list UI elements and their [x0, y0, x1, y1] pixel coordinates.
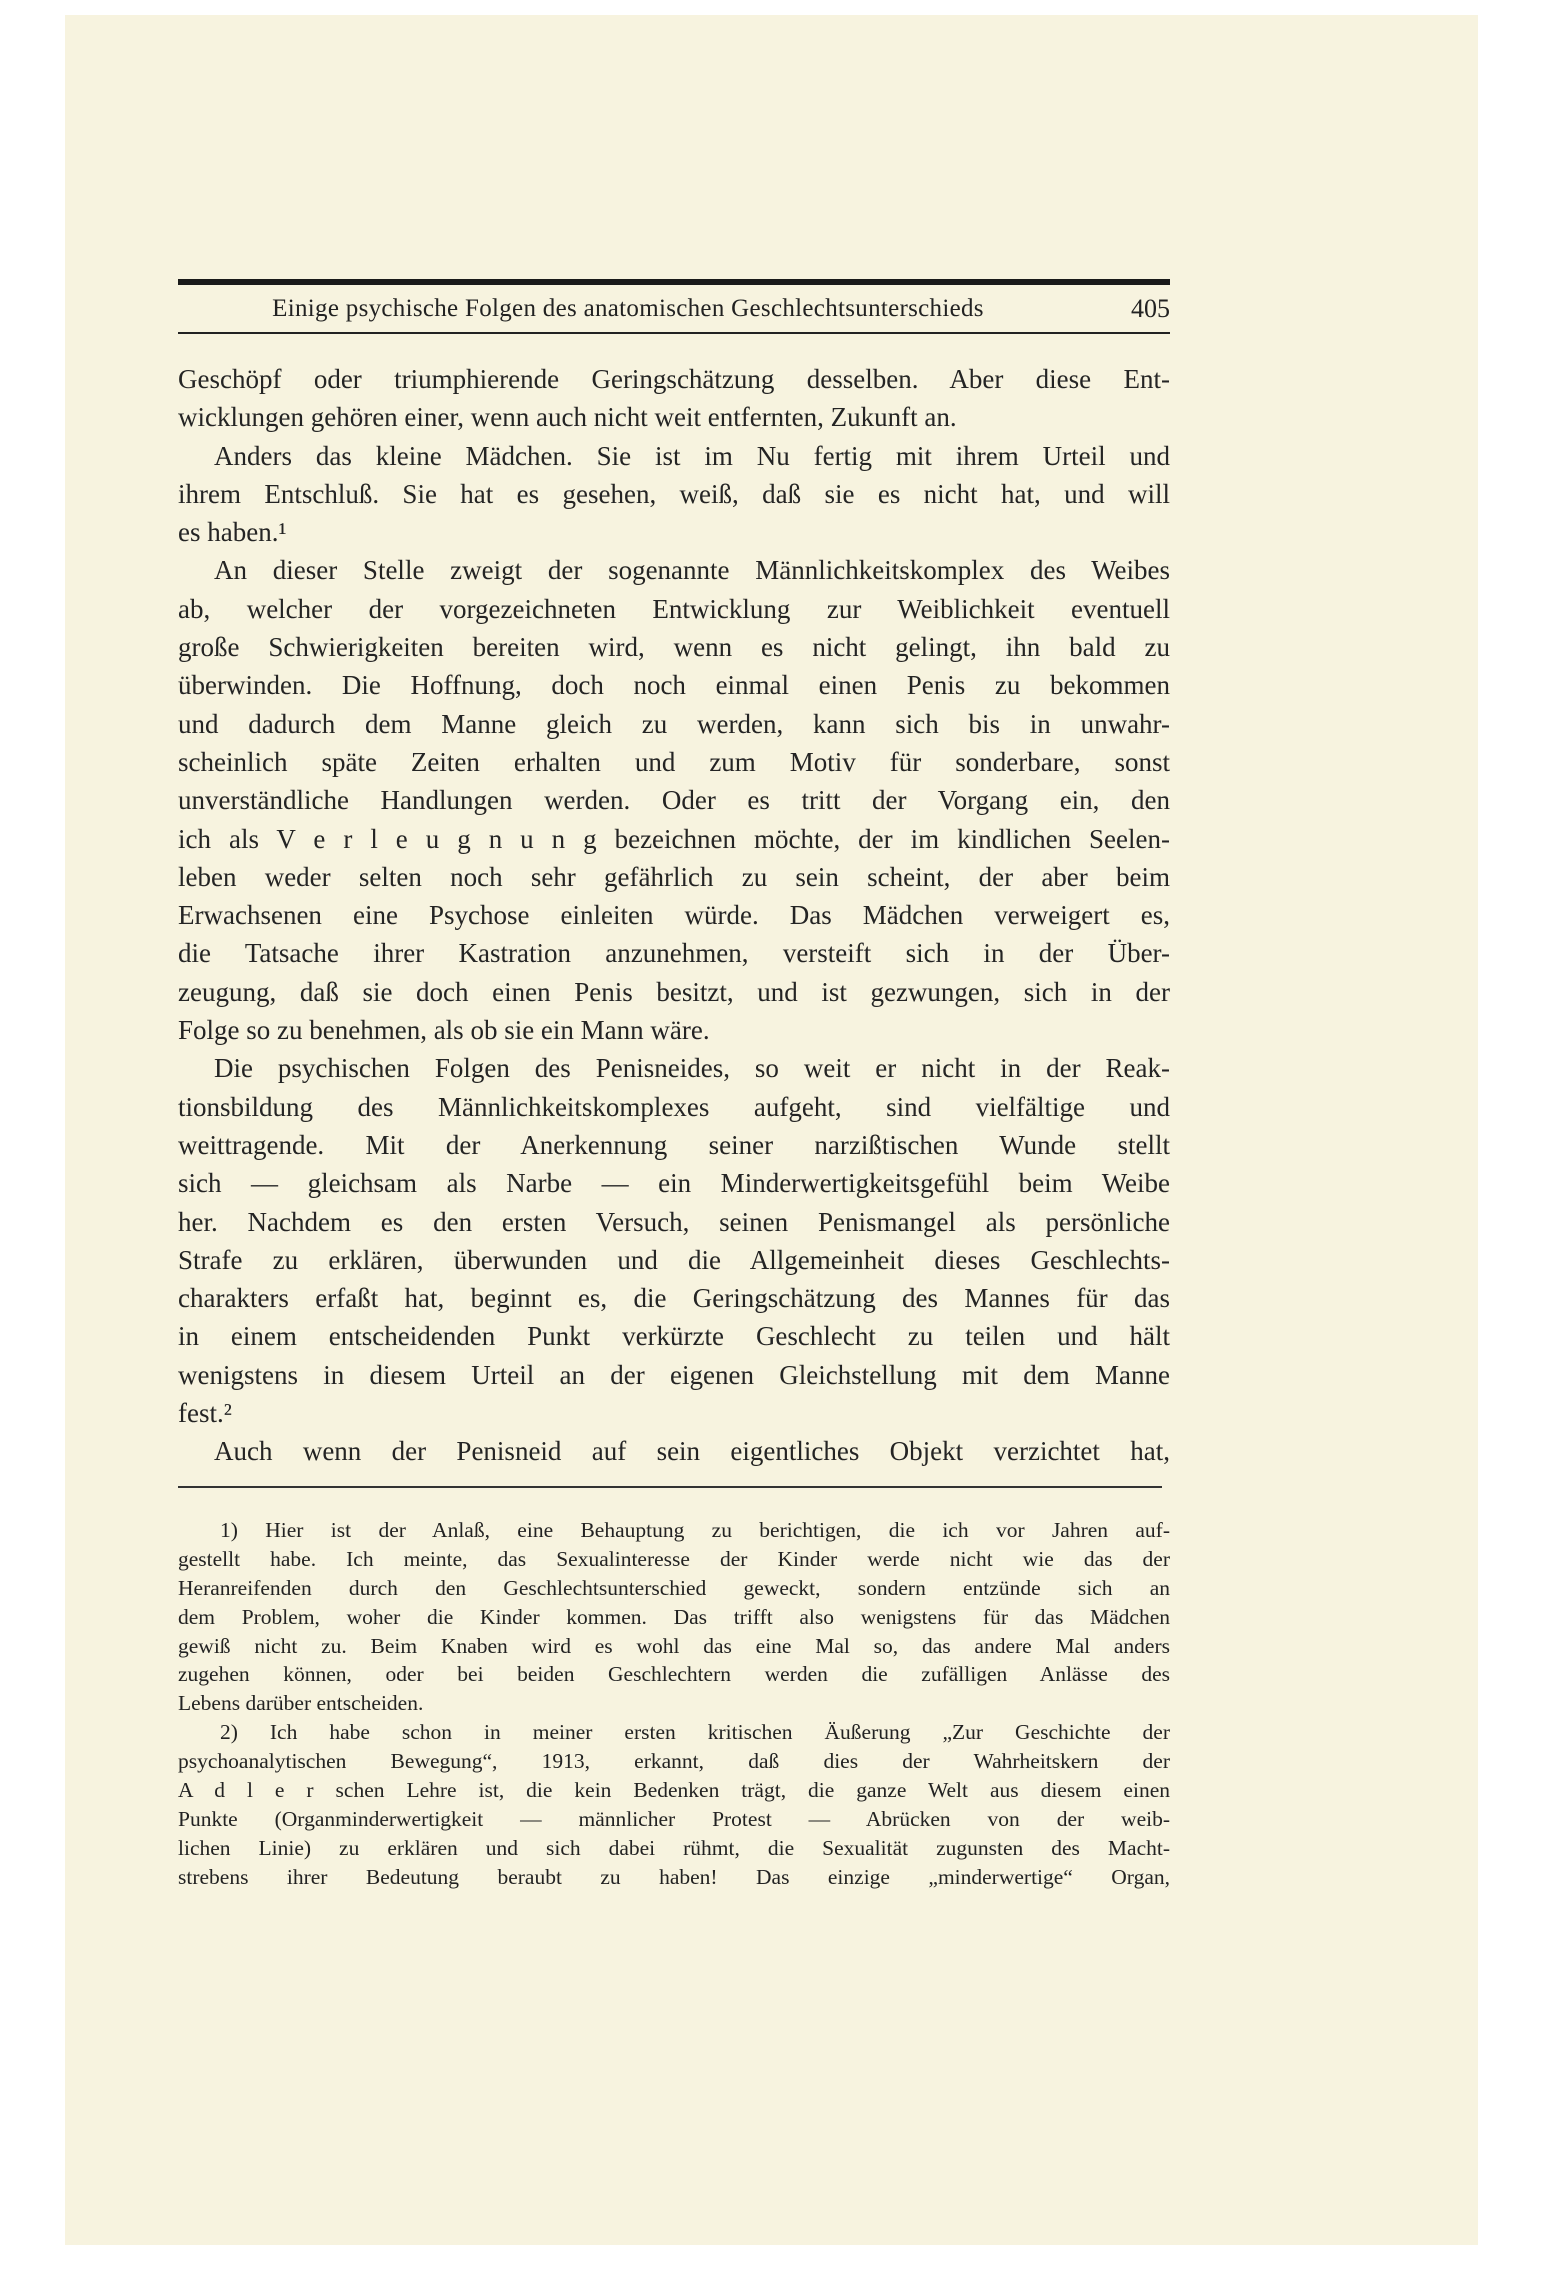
body-text-line: weittragende. Mit der Anerkennung seiner narzißtischen Wunde stellt [178, 1129, 1170, 1160]
header-rule-top [178, 279, 1170, 285]
body-text-line: unverständliche Handlungen werden. Oder es tritt der Vorgang ein, den [178, 785, 1170, 816]
footnote-line: Heranreifenden durch den Geschlechtsunterschied geweckt, sondern entzünde sich an [178, 1575, 1170, 1600]
body-text-line: in einem entscheidenden Punkt verkürzte Geschlecht zu teilen und hält [178, 1321, 1170, 1352]
footnote-line: 2) Ich habe schon in meiner ersten kritischen Äußerung „Zur Geschichte der [220, 1720, 1170, 1745]
body-text-line: scheinlich späte Zeiten erhalten und zum Motiv für sonderbare, sonst [178, 746, 1170, 777]
footnote-line: strebens ihrer Bedeutung beraubt zu haben! Das einzige „minderwertige“ Organ, [178, 1864, 1170, 1889]
footnotes [178, 1516, 1170, 1892]
body-text-line: große Schwierigkeiten bereiten wird, wenn es nicht gelingt, ihn bald zu [178, 632, 1170, 663]
page-number: 405 [1131, 294, 1170, 323]
footnote-line: dem Problem, woher die Kinder kommen. Das trifft also wenigstens für das Mädchen [178, 1604, 1170, 1629]
main-text [178, 360, 1170, 1471]
body-text-line: wicklungen gehören einer, wenn auch nicht weit entfernten, Zukunft an. [178, 402, 957, 433]
footnote-line: 1) Hier ist der Anlaß, eine Behauptung zu berichtigen, die ich vor Jahren auf- [220, 1518, 1170, 1542]
body-text-line: die Tatsache ihrer Kastration anzunehmen, versteift sich in der Über- [178, 938, 1170, 969]
footnote-line: psychoanalytischen Bewegung“, 1913, erkannt, daß dies der Wahrheitskern der [178, 1749, 1170, 1774]
footnote-separator [178, 1486, 1162, 1488]
body-text-line: sich — gleichsam als Narbe — ein Minderwertigkeitsgefühl beim Weibe [178, 1168, 1170, 1199]
footnote-line: Lebens darüber entscheiden. [178, 1691, 424, 1716]
body-text-line: Auch wenn der Penisneid auf sein eigentliches Objekt verzichtet hat, [214, 1436, 1170, 1467]
footnote-line: gestellt habe. Ich meinte, das Sexualinteresse der Kinder werde nicht wie das der [178, 1546, 1170, 1571]
body-text-line: her. Nachdem es den ersten Versuch, seinen Penismangel als persönliche [178, 1206, 1170, 1237]
body-text-line: Anders das kleine Mädchen. Sie ist im Nu fertig mit ihrem Urteil und [214, 440, 1170, 471]
footnote-line: Punkte (Organminderwertigkeit — männlicher Protest — Abrücken von der weib- [178, 1806, 1170, 1831]
footnote-line: lichen Linie) zu erklären und sich dabei rühmt, die Sexualität zugunsten des Macht- [178, 1835, 1170, 1860]
body-text-line: charakters erfaßt hat, beginnt es, die Geringschätzung des Mannes für das [178, 1283, 1170, 1314]
body-text-line: ich als V e r l e u g n u n g bezeichnen möchte, der im kindlichen Seelen- [178, 823, 1170, 854]
body-text-line: Folge so zu benehmen, als ob sie ein Mann wäre. [178, 1015, 710, 1046]
body-text-line: ihrem Entschluß. Sie hat es gesehen, weiß, daß sie es nicht hat, und will [178, 478, 1170, 509]
body-text-line: tionsbildung des Männlichkeitskomplexes aufgeht, sind vielfältige und [178, 1091, 1170, 1122]
body-text-line: An dieser Stelle zweigt der sogenannte Männlichkeitskomplex des Weibes [214, 555, 1170, 586]
footnote-line: A d l e r schen Lehre ist, die kein Bedenken trägt, die ganze Welt aus diesem einen [178, 1778, 1170, 1803]
body-text-line: Die psychischen Folgen des Penisneides, so weit er nicht in der Reak- [214, 1053, 1170, 1084]
body-text-line: Strafe zu erklären, überwunden und die Allgemeinheit dieses Geschlechts- [178, 1244, 1170, 1275]
body-text-line: leben weder selten noch sehr gefährlich zu sein scheint, der aber beim [178, 861, 1170, 892]
body-text-line: fest.² [178, 1398, 232, 1429]
header-rule-bottom [178, 332, 1170, 334]
body-text-line: zeugung, daß sie doch einen Penis besitzt, und ist gezwungen, sich in der [178, 976, 1170, 1007]
body-text-line: und dadurch dem Manne gleich zu werden, kann sich bis in unwahr- [178, 708, 1170, 739]
footnote-line: gewiß nicht zu. Beim Knaben wird es wohl das eine Mal so, das andere Mal anders [178, 1633, 1170, 1658]
body-text-line: es haben.¹ [178, 517, 287, 548]
footnote-line: zugehen können, oder bei beiden Geschlechtern werden die zufälligen Anlässe des [178, 1662, 1170, 1687]
body-text-line: überwinden. Die Hoffnung, doch noch einmal einen Penis zu bekommen [178, 670, 1170, 701]
body-text-line: Geschöpf oder triumphierende Geringschätzung desselben. Aber diese Ent- [178, 364, 1170, 394]
running-header-title: Einige psychische Folgen des anatomischen Geschlechtsunterschieds [272, 295, 984, 322]
body-text-line: ab, welcher der vorgezeichneten Entwicklung zur Weiblichkeit eventuell [178, 593, 1170, 624]
body-text-line: wenigstens in diesem Urteil an der eigenen Gleichstellung mit dem Manne [178, 1359, 1170, 1390]
body-text-line: Erwachsenen eine Psychose einleiten würde. Das Mädchen verweigert es, [178, 900, 1170, 931]
